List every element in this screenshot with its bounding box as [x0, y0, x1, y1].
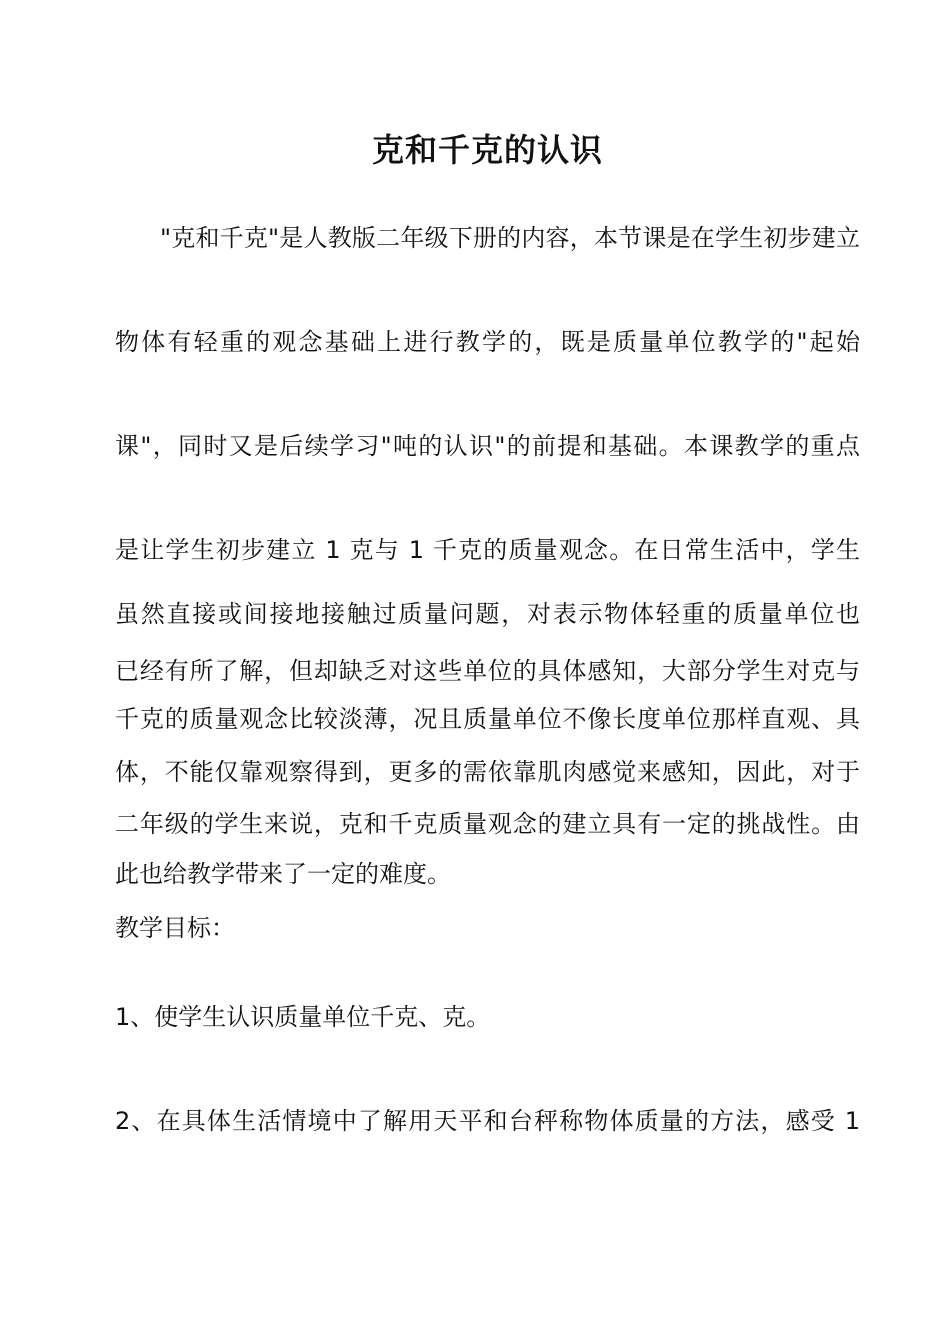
paragraph-line-6: 已经有所了解，但却缺乏对这些单位的具体感知，大部分学生对克与 — [115, 657, 860, 685]
paragraph-line-4: 是让学生初步建立 1 克与 1 千克的质量观念。在日常生活中，学生 — [115, 536, 860, 564]
section-heading-objectives: 教学目标： — [115, 914, 235, 942]
paragraph-line-7: 千克的质量观念比较淡薄，况且质量单位不像长度单位那样直观、具 — [115, 705, 860, 733]
paragraph-line-8: 体，不能仅靠观察得到，更多的需依靠肌肉感觉来感知，因此，对于 — [115, 758, 860, 786]
paragraph-line-10: 此也给教学带来了一定的难度。 — [115, 860, 451, 888]
paragraph-line-9: 二年级的学生来说，克和千克质量观念的建立具有一定的挑战性。由 — [115, 810, 860, 838]
objective-item-2: 2、在具体生活情境中了解用天平和台秤称物体质量的方法，感受 1 — [115, 1107, 860, 1135]
document-title: 克和千克的认识 — [371, 131, 603, 169]
paragraph-line-5: 虽然直接或间接地接触过质量问题，对表示物体轻重的质量单位也 — [115, 600, 860, 628]
paragraph-line-3: 课"，同时又是后续学习"吨的认识"的前提和基础。本课教学的重点 — [115, 432, 860, 460]
paragraph-line-2: 物体有轻重的观念基础上进行教学的，既是质量单位教学的"起始 — [115, 328, 860, 356]
paragraph-line-1: "克和千克"是人教版二年级下册的内容，本节课是在学生初步建立 — [160, 224, 860, 252]
objective-item-1: 1、使学生认识质量单位千克、克。 — [115, 1003, 491, 1031]
